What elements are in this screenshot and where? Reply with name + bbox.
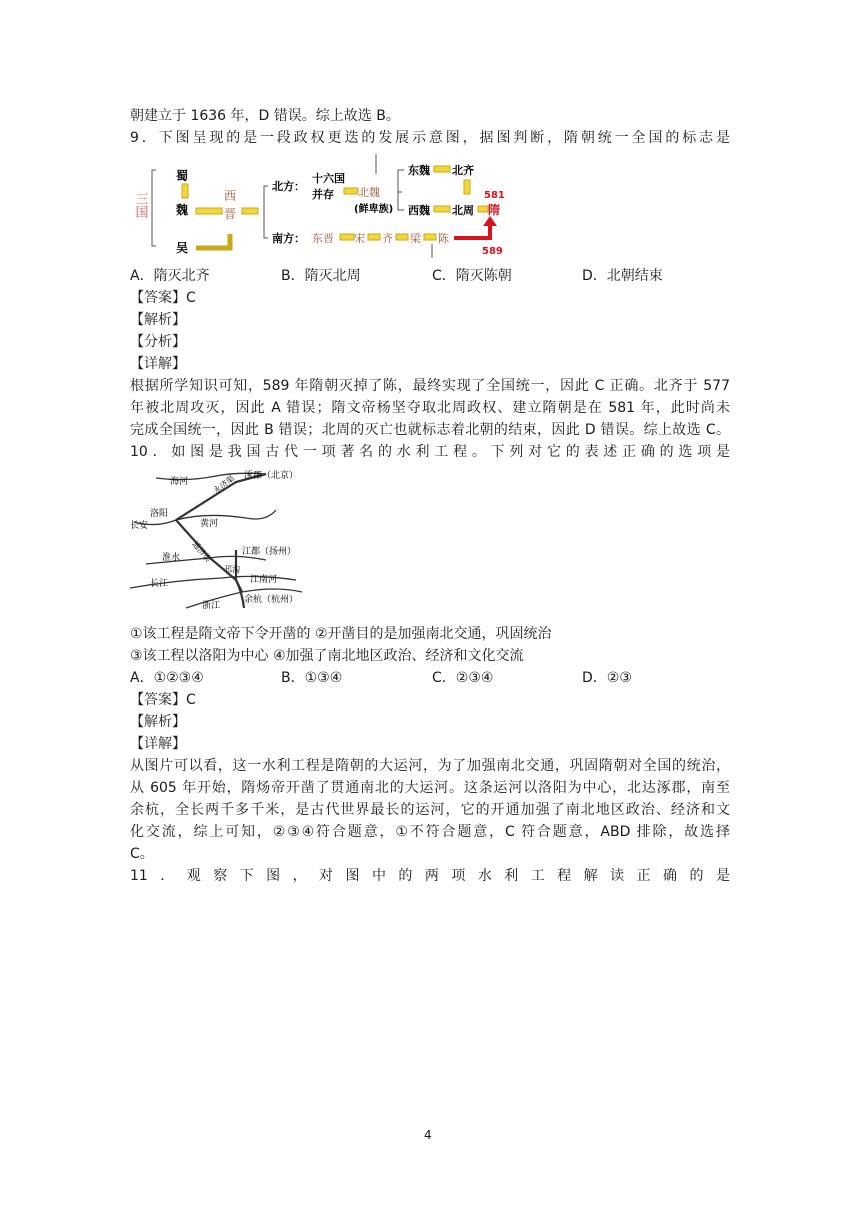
sanguo-label: 三国 <box>132 192 148 218</box>
q9-explanation-line: 完成全国统一，因此 B 错误；北周的灭亡也就标志着北朝的结束，因此 D 错误。综上故选 C。 <box>130 422 730 438</box>
q10-option-a: A．①②③④ <box>130 670 204 686</box>
xijin-split-arrow <box>242 208 258 214</box>
hangou-label: 邗沟 <box>224 565 240 574</box>
huanghe-label: 黄河 <box>200 519 219 529</box>
coexist-label: 并存 <box>312 188 334 201</box>
tongjiqu-label: 通济渠 <box>190 539 213 564</box>
q10-explanation-line: 从图片可以看，这一水利工程是隋朝的大运河，为了加强南北交通，巩固隋朝对全国的统治， <box>130 758 730 774</box>
wu-label: 吴 <box>176 241 189 255</box>
jiangnanhe-canal <box>236 580 244 608</box>
dongjin-label: 东晋 <box>312 232 334 245</box>
jiangdu-label: 江都（扬州） <box>242 547 297 557</box>
shu-label: 蜀 <box>176 169 189 183</box>
beizhou-label: 北周 <box>452 204 474 217</box>
grand-canal-map <box>126 468 322 614</box>
qi-label: 齐 <box>382 232 393 245</box>
q10-explanation-line: C。 <box>130 846 154 862</box>
yongjiqu-label: 永济渠 <box>211 473 237 496</box>
luoyang-label: 洛阳 <box>150 509 169 519</box>
zhejiang-label: 浙江 <box>202 601 221 611</box>
jiangnanhe-label: 江南河 <box>250 575 278 585</box>
xianbei-label: (鲜卑族) <box>354 204 394 215</box>
q9-option-a: A．隋灭北齐 <box>130 268 210 284</box>
text-line: 朝建立于 1636 年，D 错误。综上故选 B。 <box>130 108 400 124</box>
xijin-label-2: 晋 <box>224 207 237 221</box>
q10-answer: 【答案】C <box>130 692 196 708</box>
xijin-label-1: 西 <box>224 189 237 203</box>
q9-fenxi-heading: 【分析】 <box>130 334 186 350</box>
q10-statement-line: ①该工程是隋文帝下令开凿的 ②开凿目的是加强南北交通，巩固统治 <box>130 626 552 642</box>
song-label: 宋 <box>354 232 365 245</box>
q10-option-d: D．②③ <box>582 670 632 686</box>
dongwei-label: 东魏 <box>408 164 430 177</box>
q9-detail-heading: 【详解】 <box>130 356 186 372</box>
q10-explanation-line: 化交流，综上可知，②③④符合题意，①不符合题意，C 符合题意，ABD 排除，故选择 <box>130 824 730 840</box>
zhuojun-label: 涿郡（北京） <box>244 471 299 481</box>
liang-label: 梁 <box>410 232 421 245</box>
xiwei-label: 西魏 <box>408 204 430 217</box>
beiqi-beizhou-arrow <box>464 180 470 194</box>
q9-option-c: C．隋灭陈朝 <box>432 268 512 284</box>
q9-explanation-line: 年被北周攻灭，因此 A 错误；隋文帝杨坚夺取北周政权、建立隋朝是在 581 年，此时尚未 <box>130 400 730 416</box>
wei-label: 魏 <box>176 203 189 217</box>
q9-analysis-heading: 【解析】 <box>130 312 186 328</box>
wu-xijin-arrow <box>196 234 230 248</box>
page-number: 4 <box>424 1128 432 1142</box>
beiqi-label: 北齐 <box>452 164 474 177</box>
q10-statement-line: ③该工程以洛阳为中心 ④加强了南北地区政治、经济和文化交流 <box>130 648 524 664</box>
q10-option-c: C．②③④ <box>432 670 494 686</box>
q9-explanation-line: 根据所学知识可知，589 年隋朝灭掉了陈，最终实现了全国统一，因此 C 正确。北齐于 577 <box>130 378 730 394</box>
q10-analysis-heading: 【解析】 <box>130 714 186 730</box>
q10-detail-heading: 【详解】 <box>130 736 186 752</box>
yuhang-label: 余杭（杭州） <box>244 595 299 605</box>
question-9-stem: 9．下图呈现的是一段政权更迭的发展示意图，据图判断，隋朝统一全国的标志是 <box>130 130 730 146</box>
sui-label: 隋 <box>488 203 501 217</box>
chen-sui-arrow <box>454 224 490 238</box>
q9-answer: 【答案】C <box>130 290 196 306</box>
year-589-label: 589 <box>482 246 503 257</box>
q10-option-b: B．①③④ <box>281 670 343 686</box>
year-581-label: 581 <box>484 190 505 201</box>
q10-explanation-line: 从 605 年开始，隋炀帝开凿了贯通南北的大运河。这条运河以洛阳为中心，北达涿郡，南至 <box>130 780 730 796</box>
question-10-stem: 10．如图是我国古代一项著名的水利工程。下列对它的表述正确的选项是 <box>130 444 730 460</box>
sixteen-kingdoms-label: 十六国 <box>312 172 345 185</box>
changjiang-label: 长江 <box>150 579 169 589</box>
wei-xijin-arrow <box>196 208 222 214</box>
beiwei-label: 北魏 <box>358 186 380 199</box>
q10-explanation-line: 余杭，全长两千多千米，是古代世界最长的运河，它的开通加强了南北地区政治、经济和文 <box>130 802 730 818</box>
q9-option-b: B．隋灭北周 <box>281 268 361 284</box>
changan-label: 长安 <box>130 521 149 531</box>
chen-label: 陈 <box>438 232 449 245</box>
shu-wei-arrow <box>182 184 188 198</box>
question-11-stem: 11．观察下图，对图中的两项水利工程解读正确的是 <box>130 868 730 884</box>
north-label: 北方： <box>272 180 305 193</box>
south-label: 南方： <box>272 232 305 245</box>
haihe-label: 海河 <box>170 477 189 487</box>
huaishui-label: 淮水 <box>162 553 181 563</box>
dynasty-flow-diagram <box>132 152 508 260</box>
q9-option-d: D．北朝结束 <box>582 268 663 284</box>
